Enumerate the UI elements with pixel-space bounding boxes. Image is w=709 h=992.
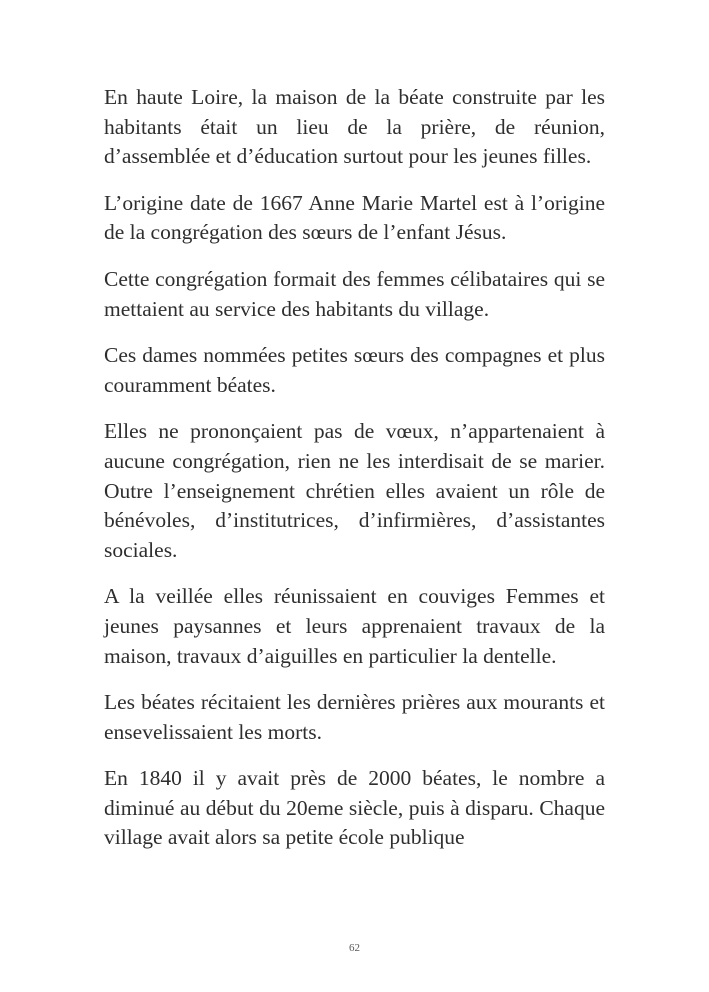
paragraph-4: Ces dames nommées petites sœurs des compagnes et plus couramment béates.	[104, 343, 605, 397]
page-number: 62	[349, 942, 360, 954]
paragraph-8: En 1840 il y avait près de 2000 béates, le nombre a diminué au début du 20eme siècle, puis à disparu. Chaque village avait alors sa petite école publique	[104, 766, 605, 850]
paragraph-2: L’origine date de 1667 Anne Marie Martel est à l’origine de la congrégation des sœurs de l’enfant Jésus.	[104, 190, 605, 245]
paragraph-6: A la veillée elles réunissaient en couviges Femmes et jeunes paysannes et leurs apprenaient travaux de la maison, travaux d’aiguilles en particulier la dentelle.	[104, 584, 605, 668]
paragraph-1: En haute Loire, la maison de la béate construite par les habitants était un lieu de la prière, de réunion, d’assemblée et d’éducation surtout pour les jeunes filles.	[104, 85, 605, 169]
paragraph-7: Les béates récitaient les dernières prières aux mourants et ensevelissaient les morts.	[104, 690, 605, 744]
paragraph-3: Cette congrégation formait des femmes célibataires qui se mettaient au service des habitants du village.	[104, 266, 605, 321]
body-text	[104, 83, 605, 870]
paragraph-5: Elles ne prononçaient pas de vœux, n’appartenaient à aucune congrégation, rien ne les interdisait de se marier. Outre l’enseignement chrétien elles avaient un rôle de bénévoles, d’institutrices, d’infirmières, d’assistantes sociales.	[104, 419, 605, 562]
